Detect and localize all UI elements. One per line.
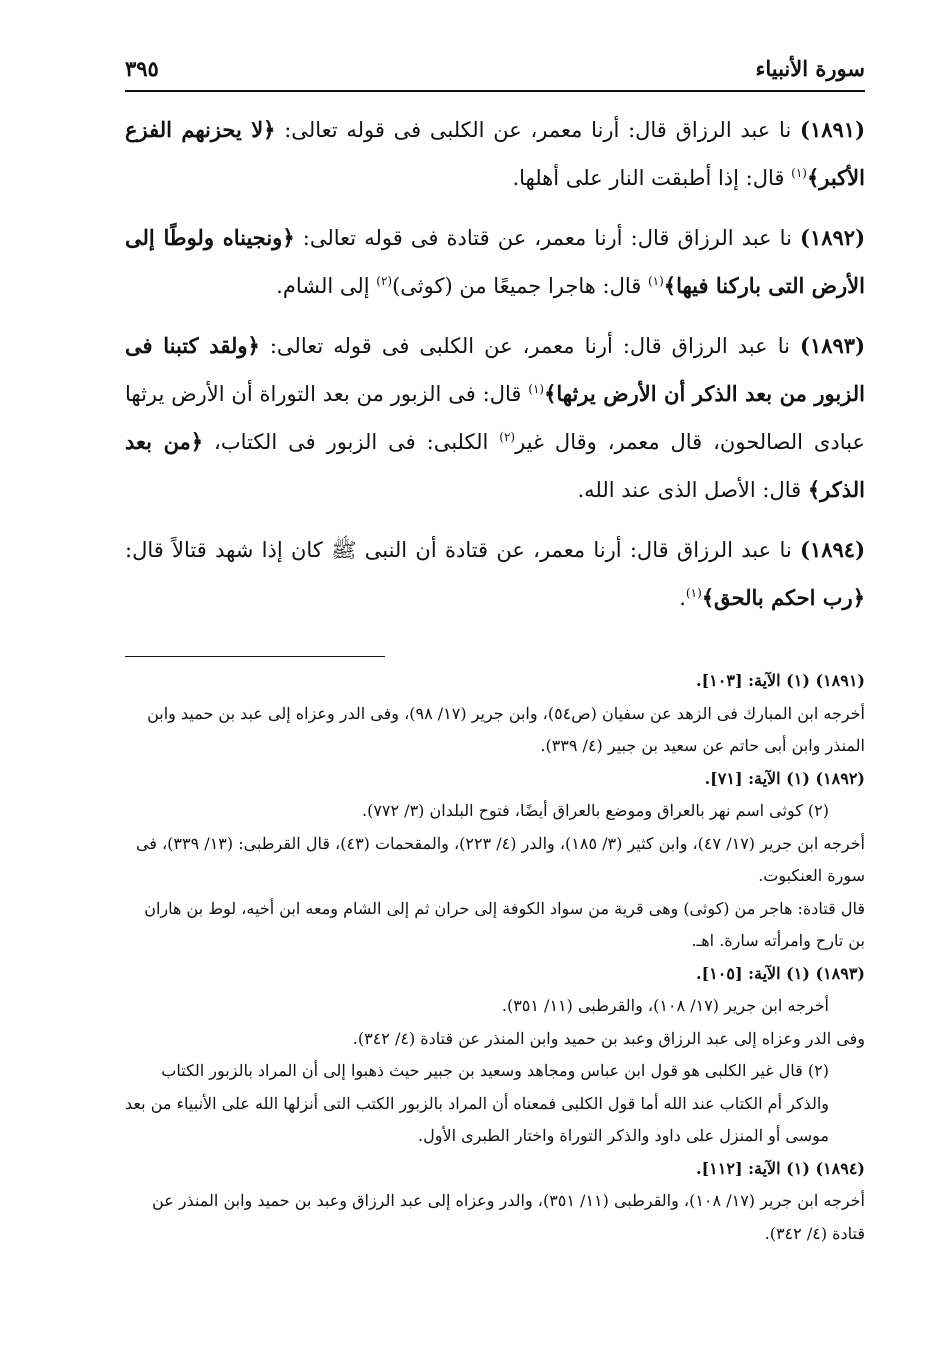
footnote-heading: (١٨٩٢) (١) الآية: [٧١]. <box>704 768 865 788</box>
quran-verse: ﴿رب احكم بالحق﴾ <box>701 585 865 610</box>
entry-1892 <box>125 214 865 310</box>
main-text <box>125 106 865 622</box>
page-header <box>125 40 865 92</box>
entry-text: . <box>679 586 686 610</box>
entry-text: قال: هاجرا جميعًا من (كوثى) <box>392 274 648 298</box>
quran-verse: ﴿من بعد الذكر﴾ <box>125 429 865 502</box>
entry-number: (١٨٩٣) <box>800 333 866 358</box>
entry-text: نا عبد الرزاق قال: أرنا معمر، عن الكلبى فى قوله تعالى: <box>259 334 801 358</box>
footnote-line: أخرجه ابن جرير (١٧/ ١٠٨)، والقرطبى (١١/ ٣٥١). <box>501 996 829 1015</box>
entry-text: نا عبد الرزاق قال: أرنا معمر، عن قتادة أن النبى ﷺ كان إذا شهد قتالاً قال: <box>125 538 800 562</box>
entry-text: نا عبد الرزاق قال: أرنا معمر، عن الكلبى فى قوله تعالى: <box>275 118 800 142</box>
surah-title: سورة الأنبياء <box>755 56 865 81</box>
footnote-heading: (١٨٩٣) (١) الآية: [١٠٥]. <box>696 963 865 983</box>
entry-1894 <box>125 526 865 622</box>
footnotes <box>125 665 865 1250</box>
footnote-line: أخرجه ابن المبارك فى الزهد عن سفيان (ص٥٤)، وابن جرير (١٧/ ٩٨)، وفى الدر وعزاه إلى عبد بن حميد وابن المنذر وابن أبى حاتم عن سعيد بن جبير (٤/ ٣٣٩). <box>147 703 865 755</box>
footnote-line: (٢) كوثى اسم نهر بالعراق وموضع بالعراق أيضًا، فتوح البلدان (٣/ ٧٧٢). <box>361 801 829 820</box>
quran-verse: ﴿لا يحزنهم الفزع الأكبر﴾ <box>125 117 865 190</box>
footnote-line: قال قتادة: هاجر من (كوثى) وهى قرية من سواد الكوفة إلى حران ثم إلى الشام ومعه ابن أخيه، لوط بن هاران بن تارح وامرأته سارة. اهـ. <box>144 898 865 950</box>
entry-text: إلى الشام. <box>276 274 377 298</box>
entry-1891 <box>125 106 865 202</box>
quran-verse: ﴿ونجيناه ولوطًا إلى الأرض التى باركنا فيها﴾ <box>125 225 865 298</box>
entry-number: (١٨٩١) <box>800 117 865 142</box>
entry-text: قال: فى الزبور من بعد التوراة أن الأرض يرثها عبادى الصالحون، قال معمر، وقال غير <box>125 382 865 454</box>
entry-number: (١٨٩٢) <box>800 225 866 250</box>
entry-1893 <box>125 322 865 514</box>
footnote-line: (٢) قال غير الكلبى هو قول ابن عباس ومجاهد وسعيد بن جبير حيث ذهبوا إلى أن المراد بالزبور الكتاب والذكر أم الكتاب عند الله أما قول الكلبى فمعناه أن المراد بالزبور الكتب التى أنزلها الله على الأنبياء من بعد موسى أو المنزل على داود والذكر التوراة واختار الطبرى الأول. <box>125 1061 829 1145</box>
footnote-heading: (١٨٩٤) (١) الآية: [١١٢]. <box>696 1158 865 1178</box>
entry-number: (١٨٩٤) <box>800 537 865 562</box>
footnote-ref: (١) <box>528 382 545 396</box>
entry-text: نا عبد الرزاق قال: أرنا معمر، عن قتادة فى قوله تعالى: <box>294 226 801 250</box>
quran-verse: ﴿ولقد كتبنا فى الزبور من بعد الذكر أن الأرض يرثها﴾ <box>125 333 866 406</box>
book-page <box>125 40 865 1250</box>
footnote-ref: (٢) <box>376 274 393 288</box>
footnote-line: أخرجه ابن جرير (١٧/ ٤٧)، وابن كثير (٣/ ١٨٥)، والدر (٤/ ٢٢٣)، والمقحمات (٤٣)، قال القرطبى: (١٣/ ٣٣٩)، فى سورة العنكبوت. <box>135 833 865 885</box>
footnote-ref: (١) <box>647 274 664 288</box>
footnote-ref: (١) <box>685 586 702 600</box>
entry-text: الكلبى: فى الزبور فى الكتاب، <box>203 430 500 454</box>
footnote-ref: (١) <box>791 166 807 180</box>
footnote-line: وفى الدر وعزاه إلى عبد الرزاق وعبد بن حميد وابن المنذر عن قتادة (٤/ ٣٤٢). <box>352 1028 865 1048</box>
footnote-line: أخرجه ابن جرير (١٧/ ١٠٨)، والقرطبى (١١/ ٣٥١)، والدر وعزاه إلى عبد الرزاق وعبد بن حميد وابن المنذر عن قتادة (٤/ ٣٤٢). <box>152 1191 865 1243</box>
footnote-ref: (٢) <box>499 430 516 444</box>
entry-text: قال: الأصل الذى عند الله. <box>577 478 808 502</box>
footnote-separator <box>125 656 385 657</box>
footnote-heading: (١٨٩١) (١) الآية: [١٠٣]. <box>696 671 865 690</box>
page-number: ٣٩٥ <box>125 56 159 81</box>
entry-text: قال: إذا أطبقت النار على أهلها. <box>512 166 792 190</box>
